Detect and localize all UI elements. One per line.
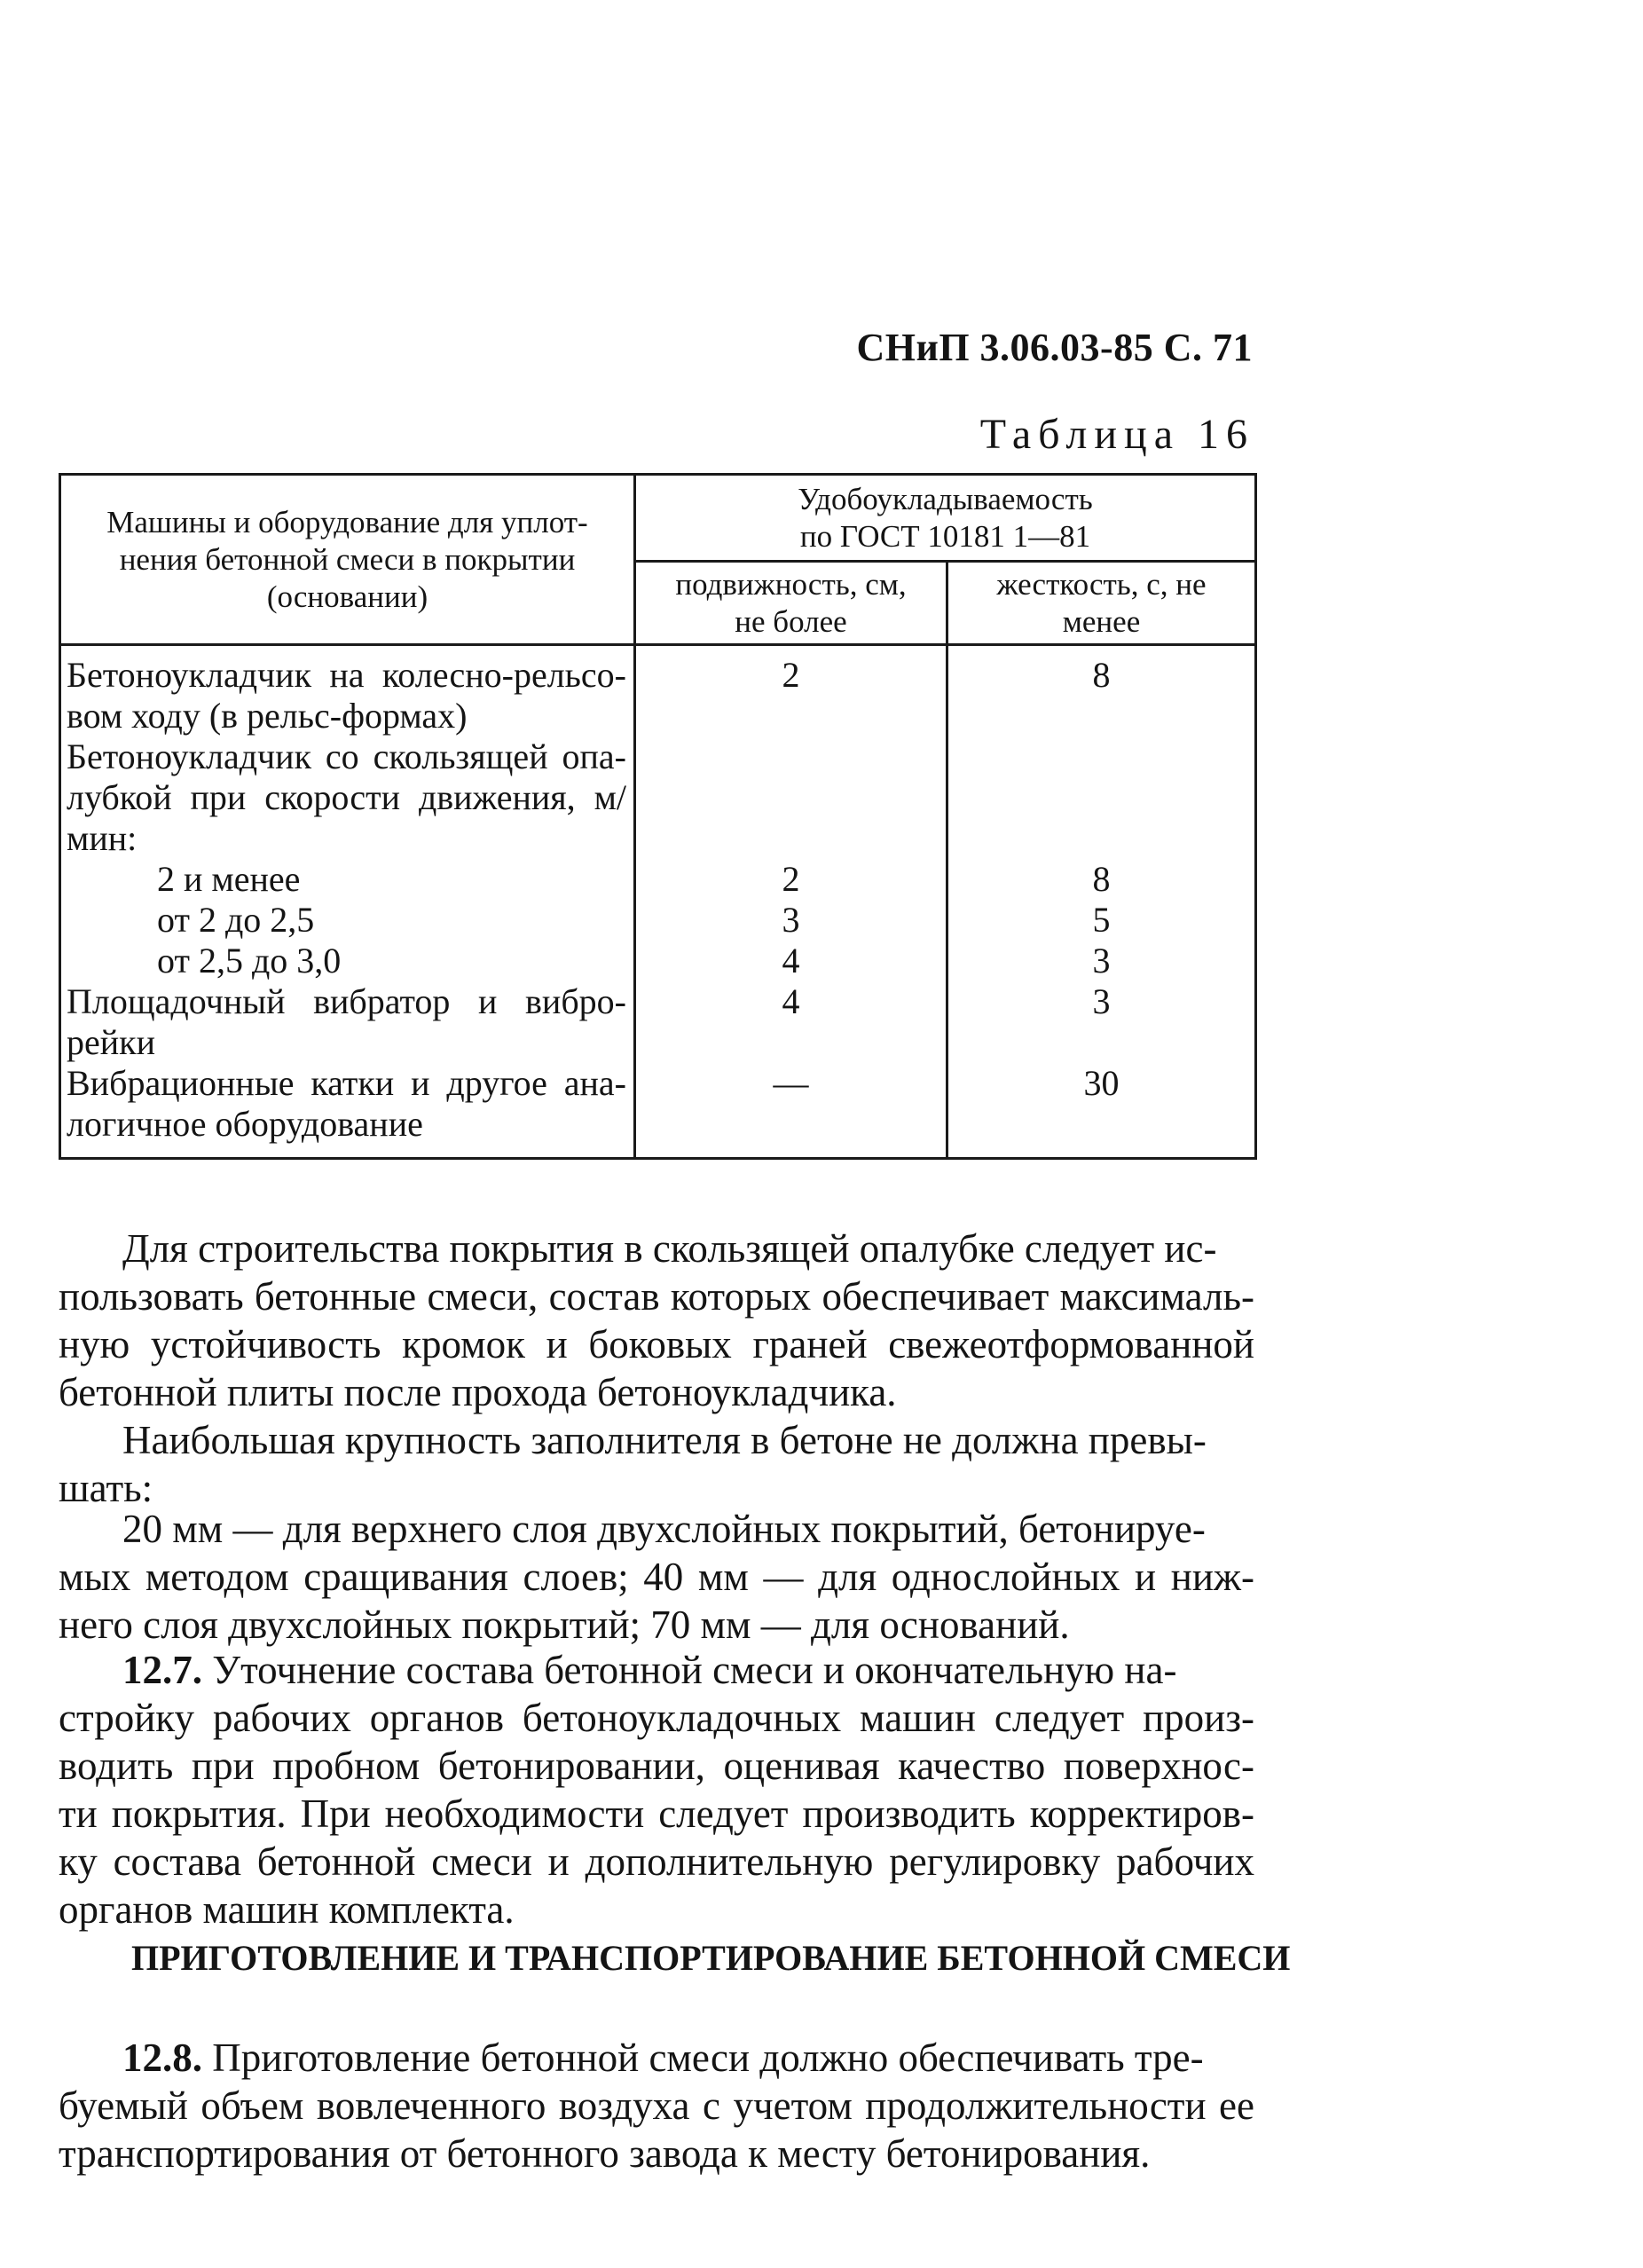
table-body-row (60, 645, 1256, 1159)
rigidity-value: 3 (1092, 941, 1111, 980)
rigidity-value: 5 (1092, 900, 1111, 940)
table-cell-text: Бетоноукладчик со скользящей опа- (67, 736, 626, 776)
rigidity-value: 8 (1092, 655, 1111, 695)
mobility-value: 3 (782, 900, 800, 940)
header-mobility: подвижность, см, не более (635, 562, 947, 645)
table-cell-text: Площадочный вибратор и вибро- (67, 981, 626, 1021)
section-heading: ПРИГОТОВЛЕНИЕ И ТРАНСПОРТИРОВАНИЕ БЕТОННОЙ СМЕСИ (131, 1938, 1291, 1978)
header-machines: Машины и оборудование для уплот- нения бетонной смеси в покрытии (основании) (60, 475, 635, 645)
mobility-value: 4 (782, 941, 800, 980)
page-header: СНиП 3.06.03-85 С. 71 (856, 326, 1253, 369)
table-cell-text: рейки (67, 1022, 155, 1062)
header-rigidity: жесткость, с, не менее (947, 562, 1256, 645)
clause-number: 12.7. (122, 1648, 202, 1692)
table-cell-text: Вибрационные катки и другое ана- (67, 1063, 626, 1103)
machine-names-cell (60, 645, 635, 1159)
paragraph-12-8: 12.8. Приготовление бетонной смеси должно обеспечивать тре- буемый объем вовлеченного воздуха с учетом продолжительности ее транспортирования от бетонного завода к месту бетонирования. (59, 2036, 1254, 2176)
rigidity-value: 30 (1083, 1063, 1120, 1103)
mobility-value: — (773, 1063, 809, 1103)
header-workability: Удобоукладываемость по ГОСТ 10181 1—81 (635, 475, 1256, 562)
paragraph-aggregate-limits: 20 мм — для верхнего слоя двухслойных покрытий, бетонируе- мых методом сращивания слоев; 40 мм — для однослойных и ниж- него слоя двухслойных покрытий; 70 мм — для оснований. (59, 1507, 1254, 1647)
table-cell-text: лубкой при скорости движения, м/ (67, 777, 626, 817)
table-caption: Таблица 16 (979, 411, 1254, 458)
table-cell-text: от 2 до 2,5 (157, 900, 315, 940)
table-cell-text: от 2,5 до 3,0 (157, 941, 342, 980)
clause-number: 12.8. (122, 2036, 202, 2080)
paragraph-12-7: 12.7. Уточнение состава бетонной смеси и окончательную на- стройку рабочих органов бетоноукладочных машин следует произ- водить при пробном бетонировании, оценивая качество поверхнос- ти покрытия. При необходимости следует производить корректиров- ку состава бетонной смеси и дополнительную регулировку рабочих органов машин комплекта. (59, 1648, 1254, 1932)
mobility-value: 2 (782, 655, 800, 695)
table-cell-text: Бетоноукладчик на колесно-рельсо- (67, 655, 626, 695)
table-cell-text: мин: (67, 818, 138, 858)
mobility-value: 2 (782, 859, 800, 899)
paragraph-slipform: Для строительства покрытия в скользящей опалубке следует ис- пользовать бетонные смеси, состав которых обеспечивает максималь- ную устойчивость кромок и боковых граней свежеотформованной бетонной плиты после прохода бетоноукладчика. (59, 1226, 1254, 1414)
mobility-values-cell (635, 645, 947, 1159)
table-cell-text: 2 и менее (157, 859, 301, 899)
rigidity-value: 8 (1092, 859, 1111, 899)
compaction-equipment-table (59, 473, 1257, 1160)
mobility-value: 4 (782, 981, 800, 1021)
paragraph-aggregate-size: Наибольшая крупность заполнителя в бетоне не должна превы- шать: (59, 1418, 1207, 1510)
table-cell-text: вом ходу (в рельс-формах) (67, 696, 468, 736)
table-cell-text: логичное оборудование (67, 1104, 423, 1144)
rigidity-values-cell (947, 645, 1256, 1159)
rigidity-value: 3 (1092, 981, 1111, 1021)
